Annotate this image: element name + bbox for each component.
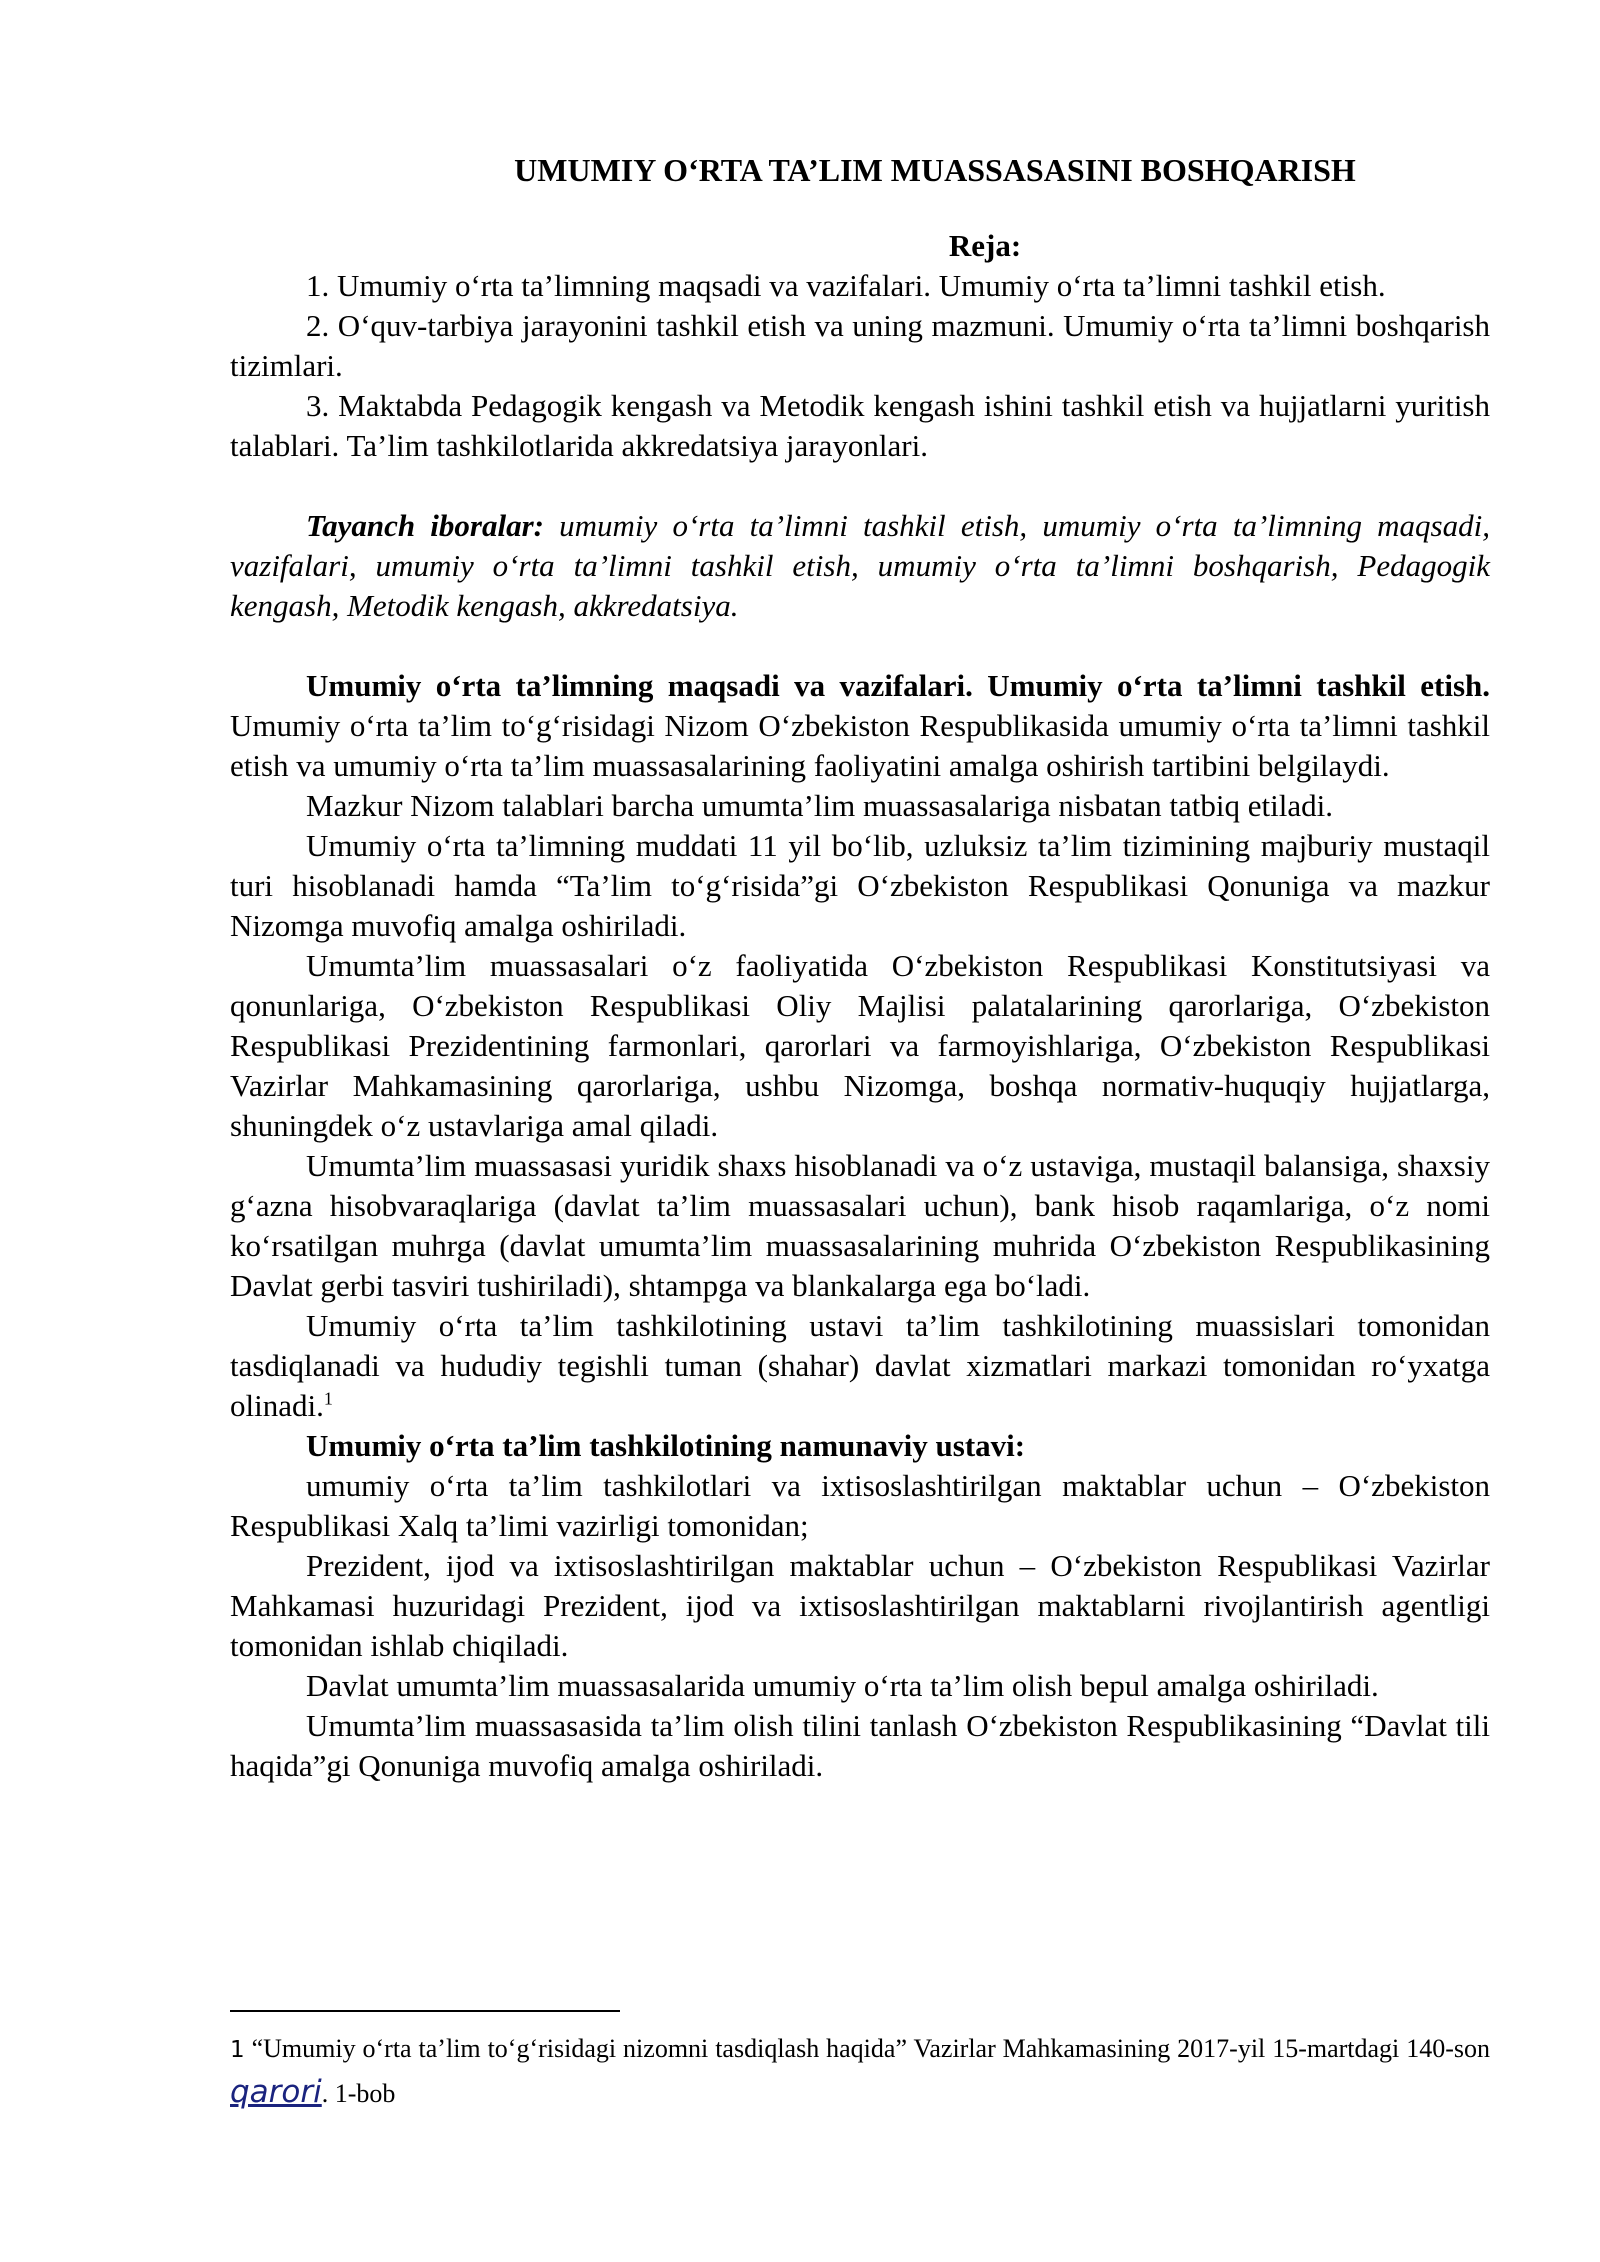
paragraph: Umumta’lim muassasalari o‘z faoliyatida O‘zbekiston Respublikasi Konstitutsiyasi va qonunlariga, O‘zbekiston Respublikasi Oliy Majlisi palatalarining qarorlariga, O‘zbekiston Respublikasi Prezidentining farmonlari, qarorlari va farmoyishlariga, O‘zbekiston Respublikasi Vazirlar Mahkamasining qarorlariga, ushbu Nizomga, boshqa normativ-huquqiy hujjatlarga, shuningdek o‘z ustavlariga amal qiladi.: [230, 948, 1490, 1143]
footnote-reference[interactable]: 1: [323, 1388, 333, 1409]
footnote: [230, 2028, 1490, 2115]
footnote-separator: [230, 2010, 620, 2012]
footnote-suffix: . 1-bob: [321, 2079, 396, 2108]
page-title: UMUMIY O‘RTA TA’LIM MUASSASASINI BOSHQARISH: [514, 152, 1356, 188]
footnote-link[interactable]: qarori: [230, 2074, 322, 2110]
section-1-lead: Umumiy o‘rta ta’lim to‘g‘risidagi Nizom O‘zbekiston Respublikasida umumiy o‘rta ta’limni tashkil etish va umumiy o‘rta ta’lim muassasalarining faoliyatini amalga oshirish tartibini belgilaydi.: [230, 708, 1490, 783]
keywords-label: Tayanch iboralar:: [306, 508, 544, 543]
keywords-paragraph: [230, 506, 1490, 626]
page-content: [230, 150, 1490, 1786]
footnote-text: “Umumiy o‘rta ta’lim to‘g‘risidagi nizomni tasdiqlash haqida” Vazirlar Mahkamasining 2017-yil 15-martdagi 140-son: [244, 2034, 1490, 2063]
plan-heading: Reja:: [948, 228, 1022, 263]
spacer: [230, 466, 1490, 506]
keywords-text: umumiy o‘rta ta’limni tashkil etish, umumiy o‘rta ta’limning maqsadi, vazifalari, umumiy o‘rta ta’limni tashkil etish, umumiy o‘rta ta’limni boshqarish, Pedagogik kengash, Metodik kengash, akkredatsiya.: [230, 508, 1490, 623]
footnote-number: 1: [230, 2037, 245, 2063]
charter-text: Umumiy o‘rta ta’lim tashkilotining ustavi ta’lim tashkilotining muassislari tomonidan tasdiqlanadi va hududiy tegishli tuman (shahar) davlat xizmatlari markazi tomonidan ro‘yxatga olinadi.: [230, 1308, 1490, 1423]
plan-item-2: 2. O‘quv-tarbiya jarayonini tashkil etish va uning mazmuni. Umumiy o‘rta ta’limni boshqarish tizimlari.: [230, 308, 1490, 383]
section-2-heading: Umumiy o‘rta ta’lim tashkilotining namunaviy ustavi:: [306, 1428, 1026, 1463]
paragraph: Prezident, ijod va ixtisoslashtirilgan maktablar uchun – O‘zbekiston Respublikasi Vazirlar Mahkamasi huzuridagi Prezident, ijod va ixtisoslashtirilgan maktablarni rivojlantirish agentligi tomonidan ishlab chiqiladi.: [230, 1548, 1490, 1663]
section-1-heading: Umumiy o‘rta ta’limning maqsadi va vazifalari. Umumiy o‘rta ta’limni tashkil etish.: [306, 668, 1490, 703]
paragraph: Umumta’lim muassasasida ta’lim olish tilini tanlash O‘zbekiston Respublikasining “Davlat tili haqida”gi Qonuniga muvofiq amalga oshiriladi.: [230, 1708, 1490, 1783]
paragraph: Umumta’lim muassasasi yuridik shaxs hisoblanadi va o‘z ustaviga, mustaqil balansiga, shaxsiy g‘azna hisobvaraqlariga (davlat ta’lim muassasalari uchun), bank hisob raqamlariga, o‘z nomi ko‘rsatilgan muhrga (davlat umumta’lim muassasalarining muhrida O‘zbekiston Respublikasining Davlat gerbi tasviri tushiriladi), shtampga va blankalarga ega bo‘ladi.: [230, 1148, 1490, 1303]
paragraph: Davlat umumta’lim muassasalarida umumiy o‘rta ta’lim olish bepul amalga oshiriladi.: [306, 1668, 1379, 1703]
section-1-intro: [230, 666, 1490, 786]
spacer: [230, 626, 1490, 666]
charter-paragraph: [230, 1306, 1490, 1426]
plan-item-3: 3. Maktabda Pedagogik kengash va Metodik kengash ishini tashkil etish va hujjatlarni yuritish talablari. Ta’lim tashkilotlarida akkredatsiya jarayonlari.: [230, 388, 1490, 463]
paragraph: Mazkur Nizom talablari barcha umumta’lim muassasalariga nisbatan tatbiq etiladi.: [306, 788, 1333, 823]
paragraph: umumiy o‘rta ta’lim tashkilotlari va ixtisoslashtirilgan maktablar uchun – O‘zbekiston Respublikasi Xalq ta’limi vazirligi tomonidan;: [230, 1468, 1490, 1543]
plan-item-1: 1. Umumiy o‘rta ta’limning maqsadi va vazifalari. Umumiy o‘rta ta’limni tashkil etish.: [306, 268, 1386, 303]
paragraph: Umumiy o‘rta ta’limning muddati 11 yil bo‘lib, uzluksiz ta’lim tizimining majburiy mustaqil turi hisoblanadi hamda “Ta’lim to‘g‘risida”gi O‘zbekiston Respublikasi Qonuniga va mazkur Nizomga muvofiq amalga oshiriladi.: [230, 828, 1490, 943]
